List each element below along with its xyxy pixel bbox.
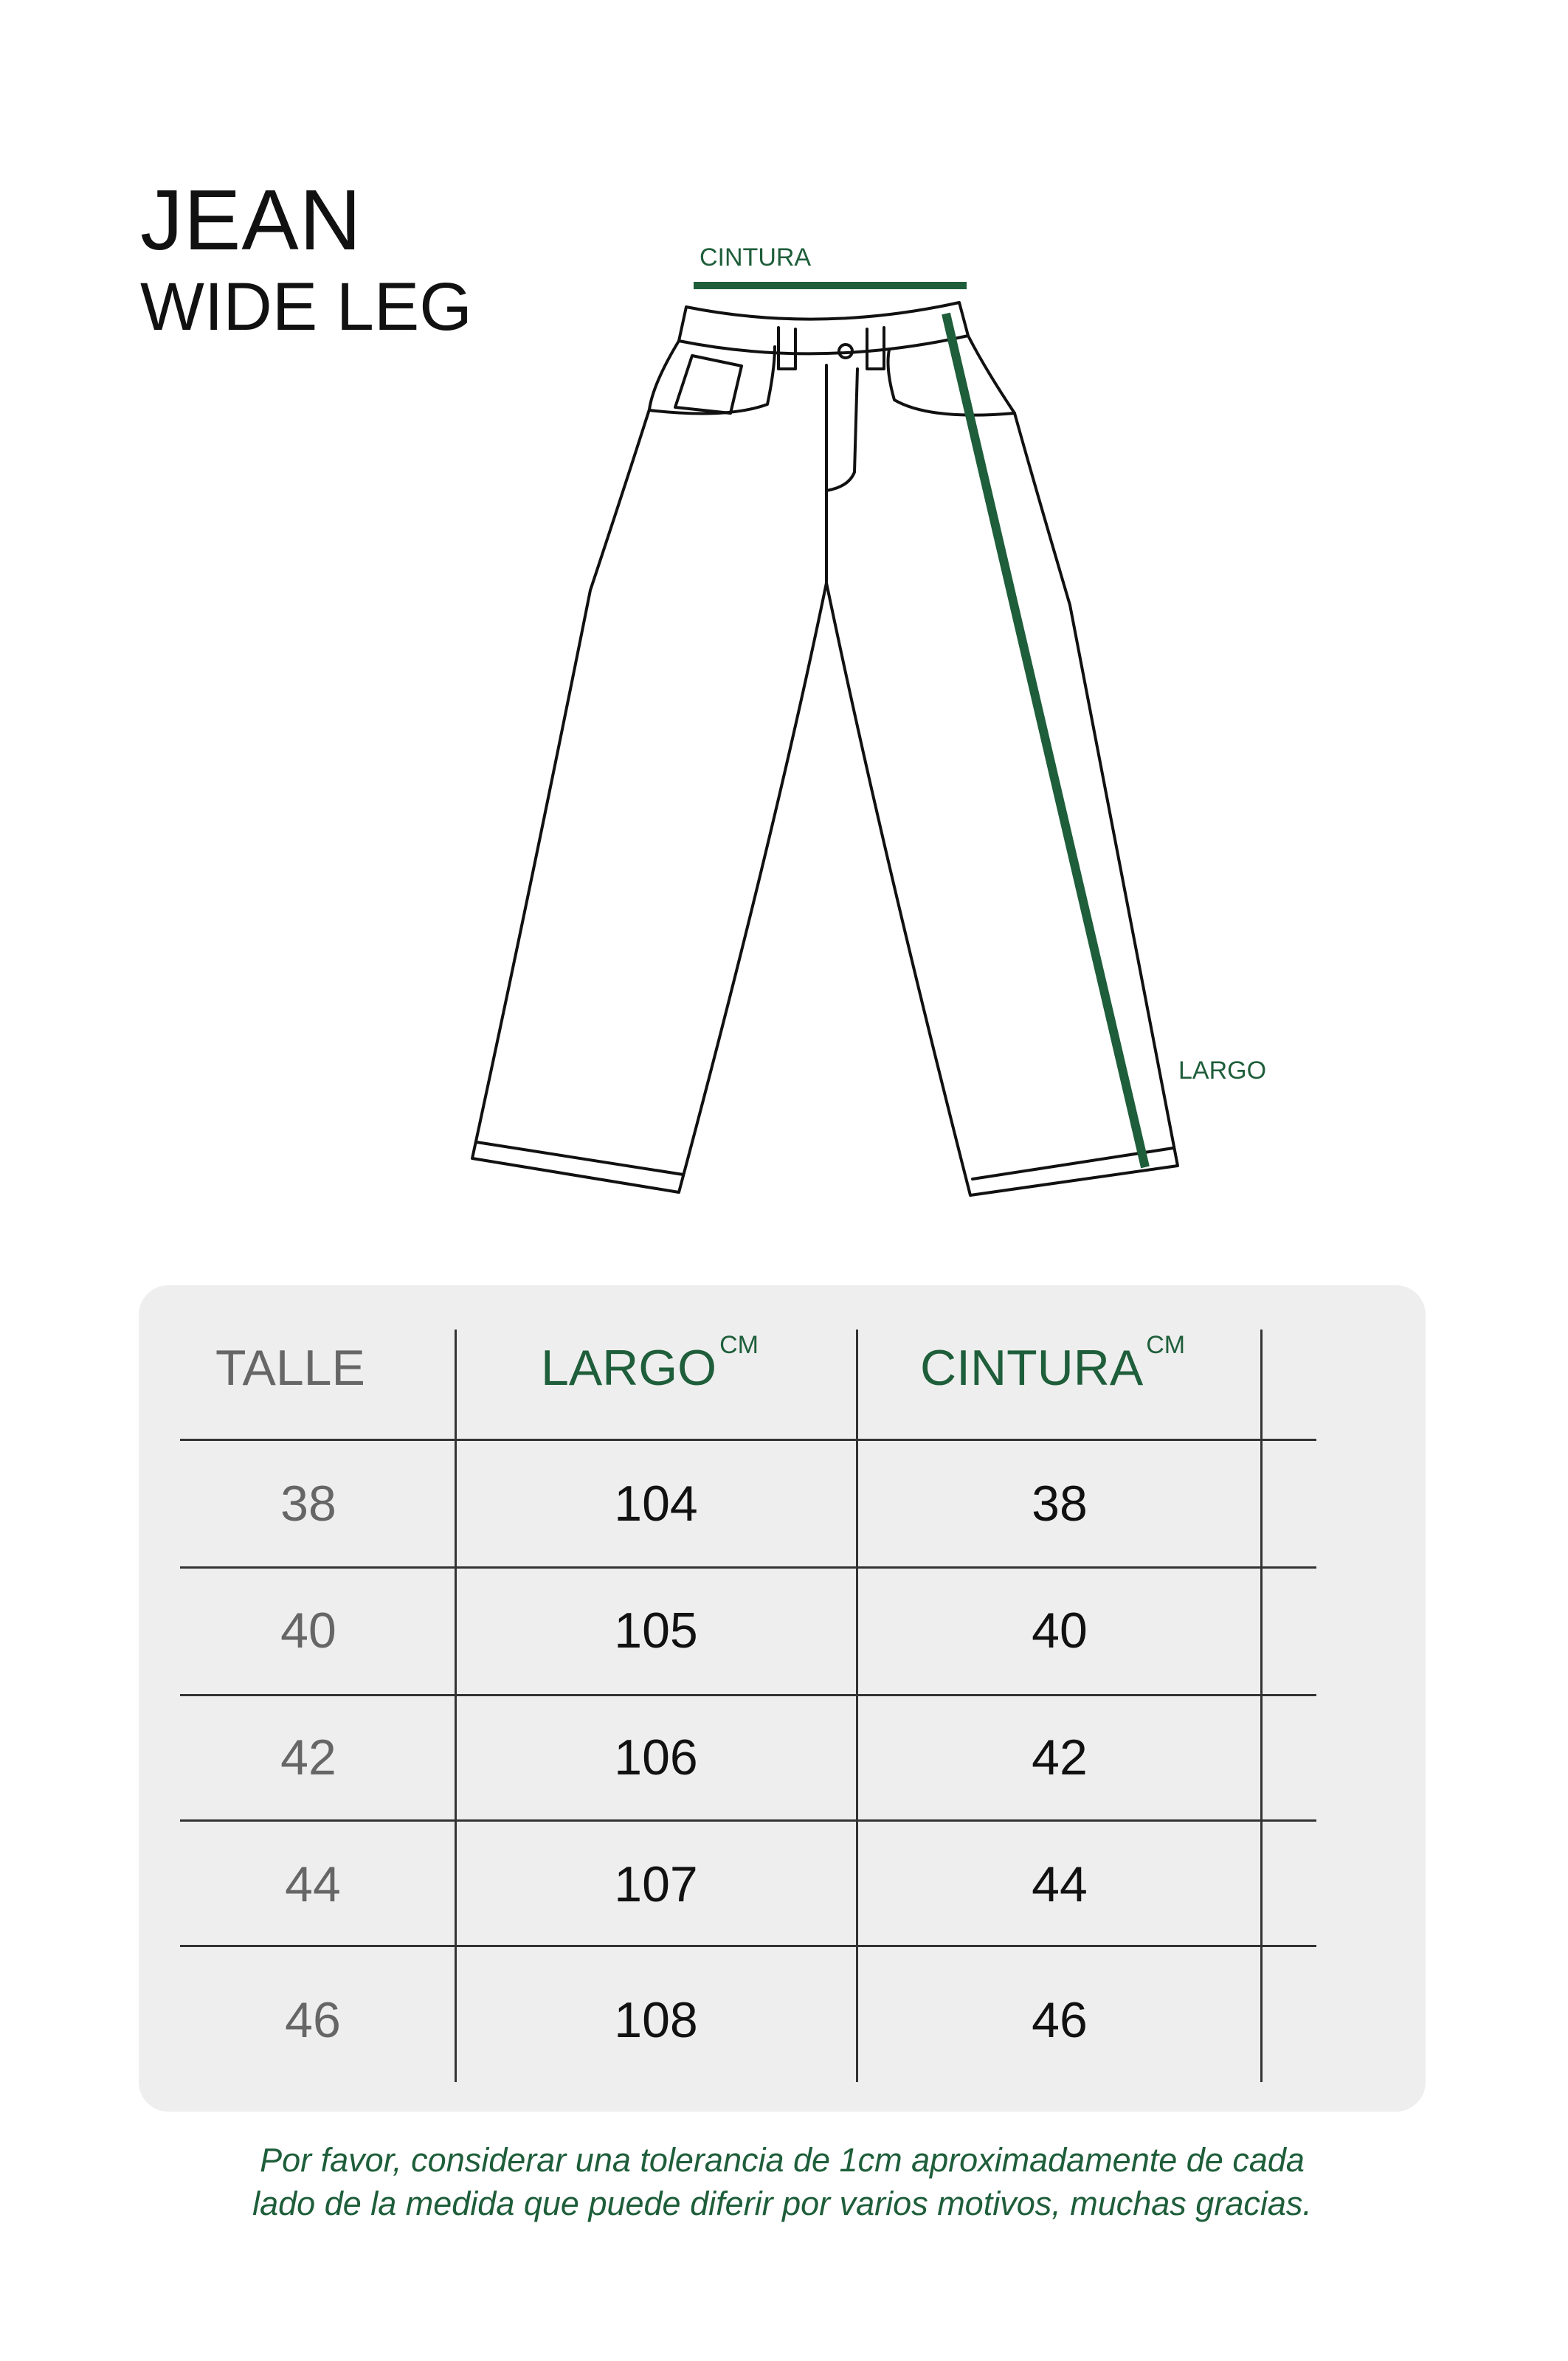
length-measure-line bbox=[946, 314, 1145, 1167]
fly-outline bbox=[826, 365, 857, 491]
cell-largo: 106 bbox=[614, 1729, 698, 1786]
row-divider bbox=[180, 1945, 1316, 1947]
note-line-2: lado de la medida que puede diferir por varios motivos, muchas gracias. bbox=[252, 2185, 1312, 2223]
column-divider bbox=[856, 1330, 858, 2082]
cell-cintura: 44 bbox=[1032, 1856, 1088, 1912]
header-cintura bbox=[920, 1331, 1186, 1396]
row-divider bbox=[180, 1566, 1316, 1569]
row-divider bbox=[180, 1439, 1316, 1441]
cell-cintura: 40 bbox=[1032, 1603, 1088, 1659]
size-table bbox=[139, 1285, 1426, 2112]
belt-loop-right bbox=[867, 328, 884, 369]
cell-largo: 104 bbox=[614, 1476, 698, 1532]
header-cintura-label: CINTURA bbox=[920, 1340, 1144, 1396]
header-cintura-unit: CM bbox=[1146, 1331, 1186, 1359]
header-talle: TALLE bbox=[215, 1340, 365, 1396]
cell-talle: 38 bbox=[280, 1476, 336, 1532]
waist-label: CINTURA bbox=[700, 243, 812, 272]
waistband-outline bbox=[679, 303, 968, 353]
cell-largo: 108 bbox=[614, 1992, 698, 2048]
cell-talle: 44 bbox=[285, 1856, 341, 1912]
cell-talle: 42 bbox=[280, 1729, 336, 1786]
row-divider bbox=[180, 1819, 1316, 1822]
length-label: LARGO bbox=[1178, 1057, 1267, 1085]
cell-cintura: 42 bbox=[1032, 1729, 1088, 1786]
cell-cintura: 38 bbox=[1032, 1476, 1088, 1532]
title-wide-leg: WIDE LEG bbox=[140, 269, 472, 345]
cell-talle: 40 bbox=[280, 1603, 336, 1659]
column-divider bbox=[455, 1330, 457, 2082]
cell-cintura: 46 bbox=[1032, 1992, 1088, 2048]
note-line-1: Por favor, considerar una tolerancia de 1cm aproximadamente de cada bbox=[260, 2141, 1305, 2179]
cell-talle: 46 bbox=[285, 1992, 341, 2048]
belt-loop-left bbox=[778, 328, 795, 369]
header-largo bbox=[541, 1331, 759, 1396]
header-largo-unit: CM bbox=[719, 1331, 759, 1359]
title-jean: JEAN bbox=[140, 172, 362, 268]
cell-largo: 107 bbox=[614, 1856, 698, 1912]
cell-largo: 105 bbox=[614, 1603, 698, 1659]
left-coin-pocket bbox=[675, 356, 742, 413]
tolerance-note bbox=[177, 2138, 1387, 2226]
header-largo-label: LARGO bbox=[541, 1340, 717, 1396]
column-divider bbox=[1260, 1330, 1263, 2082]
row-divider bbox=[180, 1694, 1316, 1696]
left-hem bbox=[477, 1142, 683, 1175]
